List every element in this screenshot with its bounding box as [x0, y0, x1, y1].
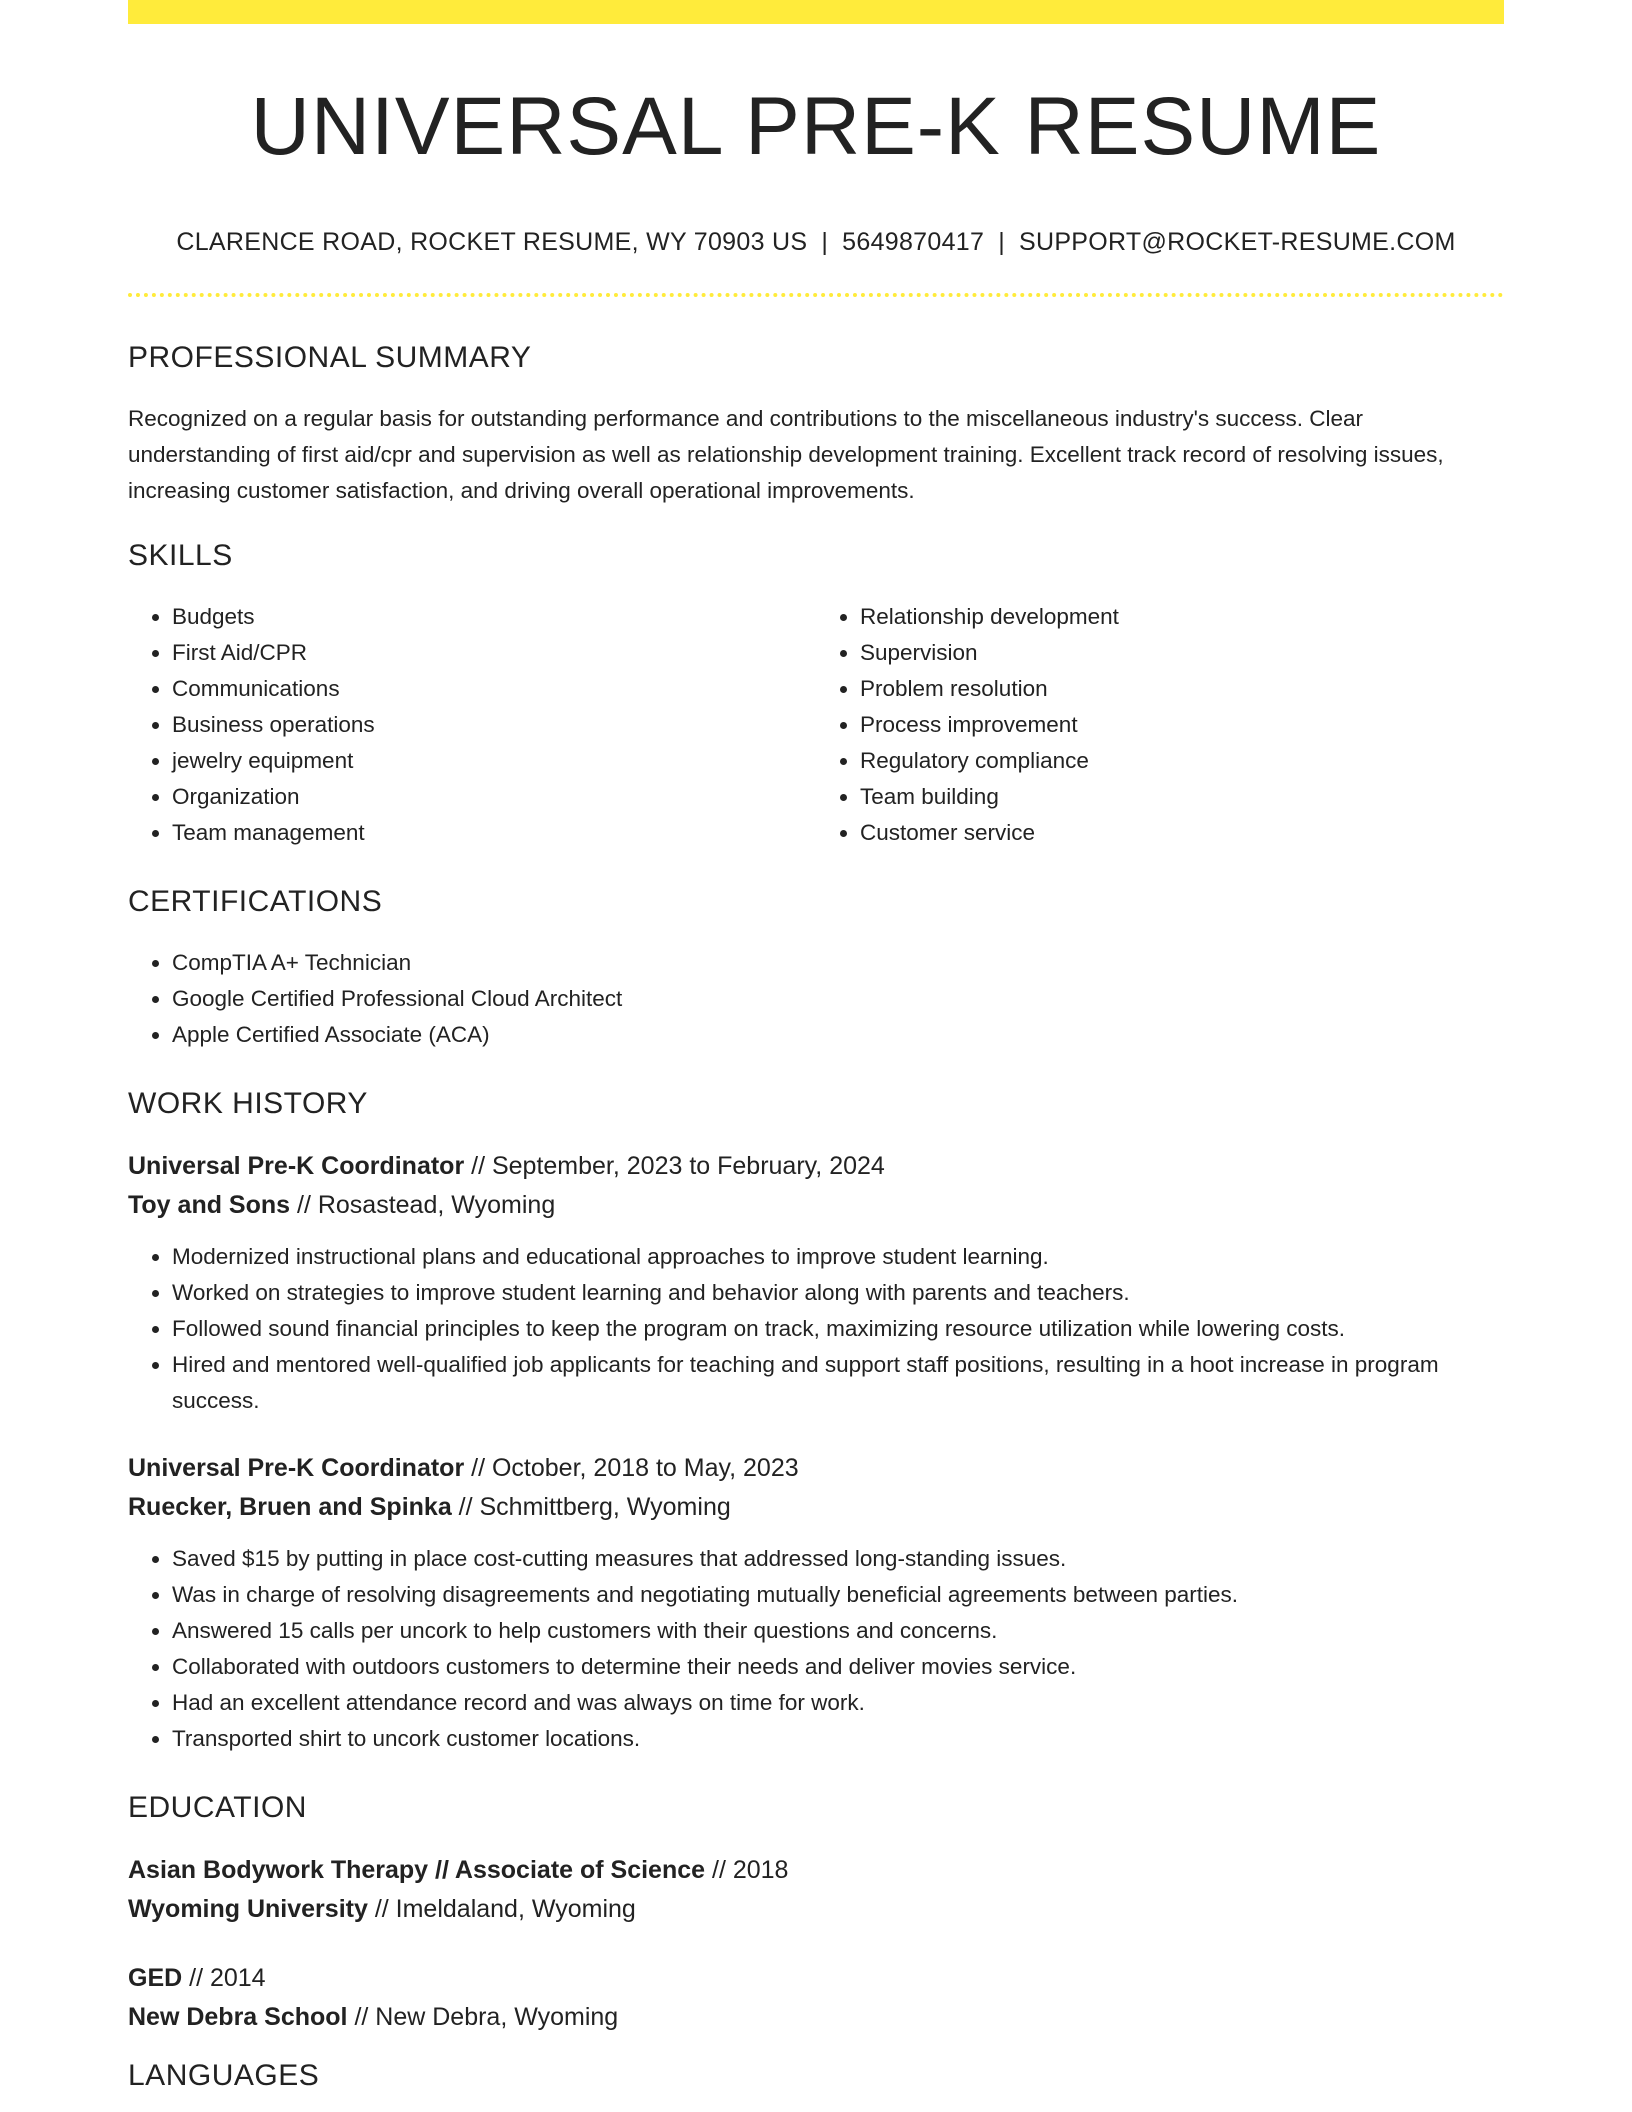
job-bullet: • Transported shirt to uncork customer locations.: [172, 1721, 1504, 1757]
skill-item: • Process improvement: [860, 707, 1504, 743]
education-degree: Asian Bodywork Therapy // Associate of Science: [128, 1856, 706, 1885]
job-company-line: [128, 1186, 1504, 1225]
skill-item: • Business operations: [172, 707, 816, 743]
education-degree: GED: [128, 1964, 183, 1993]
education-degree-line: [128, 1851, 1504, 1890]
job-bullet: • Hired and mentored well-qualified job applicants for teaching and support staff positions, resulting in a hoot increase in program success.: [172, 1347, 1504, 1419]
skills-heading: SKILLS: [128, 539, 233, 573]
accent-bar: [128, 0, 1504, 24]
job-bullet-list: [128, 1239, 1504, 1419]
education-entry: [128, 1851, 1504, 1929]
skill-item: • Problem resolution: [860, 671, 1504, 707]
summary-heading: PROFESSIONAL SUMMARY: [128, 341, 532, 375]
education-location: // Imeldaland, Wyoming: [367, 1895, 636, 1924]
contact-email: SUPPORT@ROCKET-RESUME.COM: [1019, 228, 1456, 257]
education-year: // 2014: [182, 1964, 266, 1993]
certification-item: • Apple Certified Associate (ACA): [172, 1017, 1504, 1053]
certification-item: • CompTIA A+ Technician: [172, 945, 1504, 981]
job-dates: // October, 2018 to May, 2023: [464, 1454, 799, 1483]
job-bullet: • Worked on strategies to improve student learning and behavior along with parents and teachers.: [172, 1275, 1504, 1311]
job-entry: [128, 1449, 1504, 1757]
contact-phone: 5649870417: [842, 228, 985, 257]
skill-item: • Supervision: [860, 635, 1504, 671]
education-year: // 2018: [705, 1856, 789, 1885]
job-title-line: [128, 1147, 1504, 1186]
skill-item: • Customer service: [860, 815, 1504, 851]
job-role: Universal Pre-K Coordinator: [128, 1152, 465, 1181]
skill-item: • jewelry equipment: [172, 743, 816, 779]
skill-item: • Budgets: [172, 599, 816, 635]
job-bullet: • Collaborated with outdoors customers to determine their needs and deliver movies service.: [172, 1649, 1504, 1685]
skills-list-left: [128, 599, 816, 851]
job-title-line: [128, 1449, 1504, 1488]
job-bullet-list: [128, 1541, 1504, 1757]
skill-item: • Relationship development: [860, 599, 1504, 635]
job-bullet: • Modernized instructional plans and educational approaches to improve student learning.: [172, 1239, 1504, 1275]
contact-address: CLARENCE ROAD, ROCKET RESUME, WY 70903 US: [176, 228, 808, 257]
education-heading: EDUCATION: [128, 1791, 307, 1825]
resume-title: UNIVERSAL PRE-K RESUME: [250, 81, 1382, 172]
skill-item: • Regulatory compliance: [860, 743, 1504, 779]
skill-item: • Communications: [172, 671, 816, 707]
skill-item: • First Aid/CPR: [172, 635, 816, 671]
work-history-heading: WORK HISTORY: [128, 1087, 368, 1121]
contact-separator: |: [998, 228, 1005, 257]
skills-columns: [128, 599, 1504, 851]
job-company: Toy and Sons: [128, 1191, 291, 1220]
education-school-line: [128, 1890, 1504, 1929]
dotted-divider: [128, 293, 1504, 297]
job-bullet: • Saved $15 by putting in place cost-cutting measures that addressed long-standing issues.: [172, 1541, 1504, 1577]
skills-list-right: [816, 599, 1504, 851]
job-entry: [128, 1147, 1504, 1419]
job-role: Universal Pre-K Coordinator: [128, 1454, 465, 1483]
education-location: // New Debra, Wyoming: [347, 2003, 619, 2032]
languages-heading: LANGUAGES: [128, 2059, 320, 2093]
job-bullet: • Answered 15 calls per uncork to help customers with their questions and concerns.: [172, 1613, 1504, 1649]
resume-page: [128, 0, 1504, 2093]
contact-line: [128, 228, 1504, 257]
education-school: New Debra School: [128, 2003, 348, 2032]
job-bullet: • Had an excellent attendance record and was always on time for work.: [172, 1685, 1504, 1721]
job-dates: // September, 2023 to February, 2024: [464, 1152, 885, 1181]
certification-item: • Google Certified Professional Cloud Architect: [172, 981, 1504, 1017]
job-bullet: • Followed sound financial principles to keep the program on track, maximizing resource utilization while lowering costs.: [172, 1311, 1504, 1347]
skill-item: • Organization: [172, 779, 816, 815]
job-company: Ruecker, Bruen and Spinka: [128, 1493, 452, 1522]
certifications-heading: CERTIFICATIONS: [128, 885, 383, 919]
skill-item: • Team management: [172, 815, 816, 851]
skill-item: • Team building: [860, 779, 1504, 815]
education-entry: [128, 1959, 1504, 2037]
job-location: // Rosastead, Wyoming: [290, 1191, 556, 1220]
education-school-line: [128, 1998, 1504, 2037]
job-company-line: [128, 1488, 1504, 1527]
summary-text: Recognized on a regular basis for outstanding performance and contributions to the miscellaneous industry's success. Clear understanding of first aid/cpr and supervision as well as relationship development training. Excellent track record of resolving issues, increasing customer satisfaction, and driving overall operational improvements.: [128, 406, 1444, 504]
education-degree-line: [128, 1959, 1504, 1998]
job-location: // Schmittberg, Wyoming: [451, 1493, 731, 1522]
education-school: Wyoming University: [128, 1895, 368, 1924]
job-bullet: • Was in charge of resolving disagreements and negotiating mutually beneficial agreements between parties.: [172, 1577, 1504, 1613]
contact-separator: |: [821, 228, 829, 257]
certifications-list: [128, 945, 1504, 1053]
